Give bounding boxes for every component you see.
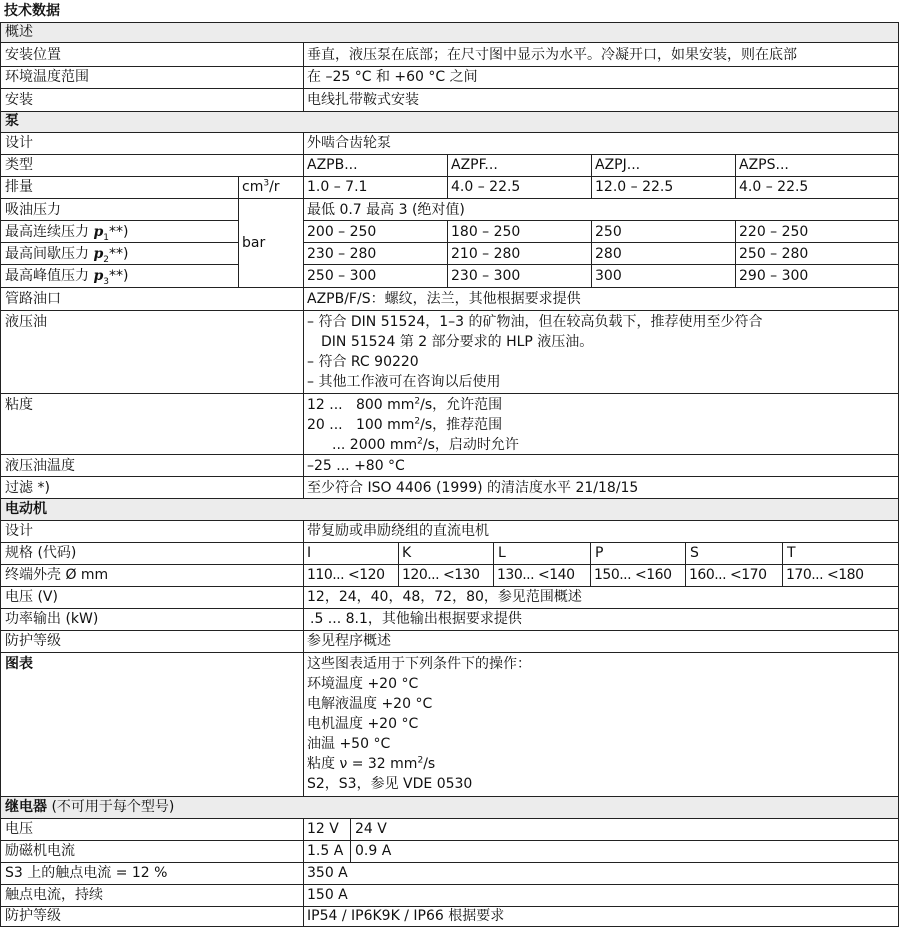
pressure-peak-azpf: 230 – 300	[451, 268, 521, 284]
charts-line-3: 电解液温度 +20 °C	[307, 696, 433, 712]
pressure-label-peak: 最高峰值压力 $p_3**$)	[5, 268, 129, 287]
table-hline	[0, 198, 899, 199]
pump-type-label: 类型	[5, 157, 33, 173]
table-hline	[0, 926, 899, 927]
motor-code-s: S	[690, 545, 699, 561]
pump-fluid-label: 液压油	[5, 314, 47, 330]
table-vline	[303, 520, 304, 796]
pump-viscosity-label: 粘度	[5, 397, 33, 413]
table-vline	[238, 176, 239, 287]
table-hline	[0, 608, 899, 609]
table-hline	[0, 498, 899, 499]
motor-design-value: 带复励或串励绕组的直流电机	[307, 523, 489, 539]
pump-design-label: 设计	[5, 135, 33, 151]
table-hline	[0, 586, 899, 587]
pump-port-value: AZPB/F/S：螺纹，法兰，其他根据要求提供	[307, 291, 581, 307]
table-vline	[303, 42, 304, 111]
table-hline	[0, 154, 899, 155]
pump-disp-azps: 4.0 – 22.5	[739, 179, 809, 195]
pump-port-label: 管路油口	[5, 291, 61, 307]
motor-diameter-label: 终端外壳 Ø mm	[5, 567, 109, 583]
pressure-cont-azps: 220 – 250	[739, 224, 809, 240]
relay-protection-label: 防护等级	[5, 908, 61, 924]
pump-filter-value: 至少符合 ISO 4406 (1999) 的清洁度水平 21/18/15	[307, 480, 639, 496]
pump-fluid-line-4: – 其他工作液可在咨询以后使用	[307, 374, 501, 390]
table-vline	[447, 220, 448, 287]
pump-displacement-unit: $cm^3/r$	[242, 178, 280, 195]
motor-code-i: I	[307, 545, 312, 561]
pressure-cont-azpf: 180 – 250	[451, 224, 521, 240]
pump-viscosity-line-1: 12 ... 800 $mm^2/s$，允许范围	[307, 396, 503, 413]
pump-type-azpb: AZPB...	[307, 157, 358, 173]
table-hline	[0, 22, 899, 23]
relay-voltage-label: 电压	[5, 821, 33, 837]
pump-fluid-temp-label: 液压油温度	[5, 458, 75, 474]
charts-line-1: 这些图表适用于下列条件下的操作：	[307, 656, 531, 672]
motor-dia-k: 120... <130	[402, 567, 480, 583]
pump-filter-label: 过滤 *)	[5, 480, 50, 496]
charts-line-7: S2，S3，参见 VDE 0530	[307, 776, 473, 792]
row-value-mounting: 电线扎带鞍式安装	[307, 92, 419, 108]
motor-dia-l: 130... <140	[497, 567, 575, 583]
pressure-label-intermittent: 最高间歇压力 $p_2**$)	[5, 246, 129, 265]
table-hline	[0, 862, 899, 863]
relay-continuous-value: 150 A	[307, 887, 348, 903]
motor-dia-i: 110... <120	[307, 567, 385, 583]
pump-viscosity-line-2: 20 ... 100 $mm^2/s$，推荐范围	[307, 416, 503, 433]
motor-power-label: 功率输出 (kW)	[5, 611, 99, 627]
motor-code-t: T	[787, 545, 796, 561]
table-hline	[303, 264, 899, 265]
table-hline	[0, 66, 899, 67]
table-vline	[447, 154, 448, 198]
table-hline	[0, 264, 238, 265]
charts-line-6: 粘度 ν = 32 $mm^2/s$	[307, 755, 436, 772]
motor-spec-label: 规格 (代码)	[5, 545, 77, 561]
table-vline	[685, 542, 686, 586]
table-hline	[0, 287, 899, 288]
relay-voltage-24: 24 V	[355, 821, 387, 837]
section-title-motor: 电动机	[5, 501, 47, 517]
table-hline	[0, 242, 238, 243]
table-vline	[398, 542, 399, 586]
pressure-int-azps: 250 – 280	[739, 246, 809, 262]
pressure-peak-azps: 290 – 300	[739, 268, 809, 284]
pump-type-azps: AZPS...	[739, 157, 789, 173]
row-label-ambient-temp: 环境温度范围	[5, 69, 89, 85]
charts-line-2: 环境温度 +20 °C	[307, 676, 419, 692]
charts-line-4: 电机温度 +20 °C	[307, 716, 419, 732]
pump-suction-value: 最低 0.7 最高 3 (绝对值)	[307, 202, 465, 218]
charts-line-5: 油温 +50 °C	[307, 736, 391, 752]
motor-power-value: .5 ... 8.1，其他输出根据要求提供	[310, 611, 522, 627]
pump-design-value: 外啮合齿轮泵	[307, 135, 391, 151]
table-vline	[0, 22, 1, 927]
pressure-cont-azpj: 250	[595, 224, 622, 240]
relay-continuous-label: 触点电流，持续	[5, 887, 103, 903]
table-hline	[0, 454, 899, 455]
relay-current-12v: 1.5 A	[307, 843, 344, 859]
pressure-cont-azpb: 200 – 250	[307, 224, 377, 240]
pump-displacement-label: 排量	[5, 179, 33, 195]
section-bg-motor	[1, 498, 898, 520]
row-value-ambient-temp: 在 –25 °C 和 +60 °C 之间	[307, 69, 478, 85]
table-vline	[735, 220, 736, 287]
table-vline	[782, 542, 783, 586]
section-title-general: 概述	[5, 24, 33, 40]
table-vline	[590, 542, 591, 586]
motor-protection-value: 参见程序概述	[307, 633, 391, 649]
pump-viscosity-line-3: ... 2000 $mm^2/s$，启动时允许	[332, 436, 519, 453]
pump-disp-azpj: 12.0 – 22.5	[595, 179, 674, 195]
table-hline	[0, 564, 899, 565]
pressure-peak-azpb: 250 – 300	[307, 268, 377, 284]
pressure-int-azpf: 210 – 280	[451, 246, 521, 262]
table-vline	[591, 220, 592, 287]
pump-disp-azpf: 4.0 – 22.5	[451, 179, 521, 195]
relay-protection-value: IP54 / IP6K9K / IP66 根据要求	[307, 908, 505, 924]
table-hline	[0, 132, 899, 133]
table-vline	[898, 22, 899, 927]
motor-design-label: 设计	[5, 523, 33, 539]
relay-current-24v: 0.9 A	[355, 843, 392, 859]
row-label-install-position: 安装位置	[5, 47, 61, 63]
pump-type-azpj: AZPJ...	[595, 157, 641, 173]
motor-voltage-label: 电压 (V)	[5, 589, 58, 605]
motor-code-k: K	[402, 545, 412, 561]
motor-dia-s: 160... <170	[689, 567, 767, 583]
table-hline	[0, 476, 899, 477]
table-hline	[0, 176, 899, 177]
pump-fluid-temp-value: –25 ... +80 °C	[307, 458, 405, 474]
table-hline	[0, 520, 899, 521]
table-hline	[0, 630, 899, 631]
pump-fluid-line-1: – 符合 DIN 51524，1–3 的矿物油，但在较高负载下，推荐使用至少符合	[307, 314, 763, 330]
table-hline	[0, 884, 899, 885]
table-vline	[303, 132, 304, 498]
motor-voltage-value: 12，24，40，48，72，80，参见范围概述	[307, 589, 582, 605]
table-hline	[0, 88, 899, 89]
table-vline	[735, 154, 736, 198]
pressure-unit-bar: bar	[242, 235, 266, 251]
table-hline	[0, 542, 899, 543]
section-title-relay: 继电器 (不可用于每个型号)	[5, 799, 175, 815]
section-bg-pump	[1, 111, 898, 132]
pump-suction-label: 吸油压力	[5, 202, 61, 218]
table-hline	[0, 220, 238, 221]
pump-disp-azpb: 1.0 – 7.1	[307, 179, 368, 195]
table-hline	[0, 310, 899, 311]
pressure-int-azpb: 230 – 280	[307, 246, 377, 262]
motor-code-l: L	[498, 545, 506, 561]
section-bg-general	[1, 22, 898, 42]
table-vline	[350, 818, 351, 862]
page-title: 技术数据	[4, 3, 60, 19]
row-value-install-position: 垂直，液压泵在底部；在尺寸图中显示为水平。冷凝开口，如果安装，则在底部	[307, 47, 797, 63]
table-hline	[0, 818, 899, 819]
pump-fluid-line-2: DIN 51524 第 2 部分要求的 HLP 液压油。	[321, 334, 594, 350]
motor-dia-p: 150... <160	[594, 567, 672, 583]
relay-s3-value: 350 A	[307, 865, 348, 881]
relay-s3-label: S3 上的触点电流 = 12 %	[5, 865, 168, 881]
table-hline	[303, 220, 899, 221]
table-vline	[591, 154, 592, 198]
pump-fluid-line-3: – 符合 RC 90220	[307, 354, 419, 370]
section-title-pump: 泵	[5, 113, 19, 129]
relay-current-label: 励磁机电流	[5, 843, 75, 859]
pressure-peak-azpj: 300	[595, 268, 622, 284]
section-title-charts: 图表	[5, 656, 33, 672]
table-hline	[0, 42, 899, 43]
pump-type-azpf: AZPF...	[451, 157, 498, 173]
motor-dia-t: 170... <180	[786, 567, 864, 583]
table-vline	[493, 542, 494, 586]
table-hline	[0, 652, 899, 653]
table-hline	[0, 111, 899, 112]
pressure-int-azpj: 280	[595, 246, 622, 262]
motor-code-p: P	[595, 545, 604, 561]
pressure-label-continuous: 最高连续压力 $p_1**$)	[5, 224, 129, 243]
relay-voltage-12: 12 V	[307, 821, 339, 837]
table-hline	[303, 242, 899, 243]
table-vline	[303, 818, 304, 926]
motor-protection-label: 防护等级	[5, 633, 61, 649]
table-hline	[0, 393, 899, 394]
row-label-mounting: 安装	[5, 92, 33, 108]
table-hline	[0, 840, 899, 841]
table-hline	[0, 796, 899, 797]
